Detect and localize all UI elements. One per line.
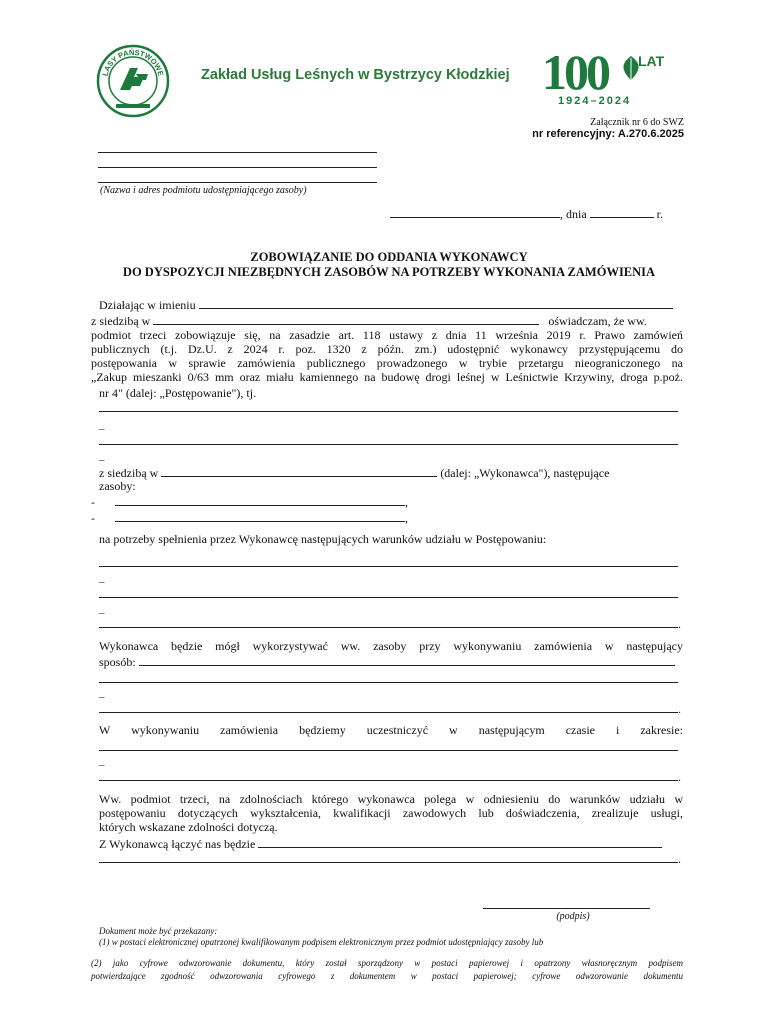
- sender-line-1: [98, 152, 377, 153]
- bullet: -: [91, 511, 95, 525]
- lasy-panstwowe-logo: [96, 44, 170, 118]
- relation-blank-2[interactable]: [99, 862, 678, 863]
- resource-item-1: [91, 494, 408, 509]
- resource-blank-2[interactable]: [115, 510, 405, 522]
- resources-label: zasoby:: [99, 479, 136, 493]
- contractor-seat-suffix: (dalej: „Wykonawca"), następujące: [440, 466, 610, 480]
- resource-item-2: [91, 510, 408, 525]
- contractor-seat-line: [99, 465, 609, 480]
- anniversary-logo: [540, 44, 670, 110]
- relation-blank-1[interactable]: [258, 836, 662, 848]
- usage-line-2: [99, 654, 675, 669]
- footer-note-option-2-cont: potwierdzające zgodność odwzorowania cyfrowego z dokumentem w postaci papierowej; cyfrowe odwzorowanie dokumentu: [91, 971, 683, 981]
- dash: –: [99, 691, 105, 703]
- dash: –: [99, 607, 105, 619]
- document-title: [90, 250, 688, 280]
- anniversary-lat: LAT: [638, 53, 665, 69]
- sender-line-3: [98, 182, 377, 183]
- attachment-label: Załącznik nr 6 do SWZ: [590, 117, 684, 128]
- contractor-seat-blank[interactable]: [161, 465, 437, 477]
- paragraph-line: podmiot trzeci zobowiązuje się, na zasadzie art. 118 ustawy z dnia 11 września 2019 r. Prawo zamówień: [91, 328, 683, 342]
- company-name: Zakład Usług Leśnych w Bystrzycy Kłodzkiej: [201, 67, 510, 83]
- acting-label: Działając w imieniu: [99, 298, 196, 312]
- seat-line: [91, 313, 683, 328]
- paragraph-end: nr 4" (dalej: „Postępowanie"), tj.: [99, 386, 257, 400]
- dash: –: [99, 454, 105, 466]
- date-blank[interactable]: [590, 206, 654, 218]
- resource-blank-1[interactable]: [115, 494, 405, 506]
- contractor-seat-prefix: z siedzibą w: [99, 466, 159, 480]
- date-separator: , dnia: [560, 207, 587, 221]
- seat-suffix: oświadczam, że ww.: [548, 314, 647, 328]
- relation-label: Z Wykonawcą łączyć nas będzie: [99, 837, 256, 851]
- paragraph-line: publicznych (t.j. Dz.U. z 2024 r. poz. 1320 z późn. zm.) udostępnić wykonawcy przystępującemu do: [91, 342, 683, 356]
- period: .: [678, 617, 681, 631]
- usage-blank-1[interactable]: [139, 654, 675, 666]
- usage-blank-3[interactable]: [99, 712, 678, 713]
- conditions-label: na potrzeby spełnienia przez Wykonawcę następujących warunków udziału w Postępowaniu:: [99, 532, 547, 546]
- dash: –: [99, 423, 105, 435]
- logo-emblem: [96, 44, 170, 118]
- seat-prefix: z siedzibą w: [91, 314, 151, 328]
- title-line-2: DO DYSPOZYCJI NIEZBĘDNYCH ZASOBÓW NA POTRZEBY WYKONANIA ZAMÓWIENIA: [122, 265, 656, 279]
- usage-blank-2[interactable]: [99, 682, 678, 683]
- anniversary-number: 100: [542, 44, 608, 100]
- anniversary-years: 1924–2024: [558, 95, 632, 107]
- footer-note-option-2: (2) jako cyfrowe odwzorowanie dokumentu, który został sporządzony w postaci papierowej i opatrzony własnoręcznym podpisem: [91, 958, 683, 968]
- comma: ,: [405, 495, 408, 509]
- dash: –: [99, 759, 105, 771]
- conditions-blank-3[interactable]: [99, 627, 678, 628]
- bullet: -: [91, 495, 95, 509]
- period-label: W wykonywaniu zamówienia będziemy uczestniczyć w następującym czasie i zakresie:: [99, 723, 683, 737]
- conditions-blank-1[interactable]: [99, 566, 678, 567]
- period: .: [678, 702, 681, 716]
- acting-blank[interactable]: [199, 297, 673, 309]
- period: .: [678, 770, 681, 784]
- footer-note-title: Dokument może być przekazany:: [99, 926, 218, 936]
- capacity-paragraph: [99, 792, 683, 834]
- contractor-blank-1[interactable]: [99, 411, 678, 412]
- acting-line: [99, 297, 679, 312]
- usage-line-1: Wykonawca będzie mógł wykorzystywać ww. zasoby przy wykonywaniu zamówienia w następujący: [99, 639, 683, 653]
- paragraph-line: postępowania w sprawie zamówienia publicznego prowadzonego w trybie przetargu nieograniczonego na: [91, 356, 683, 370]
- capacity-line: Ww. podmiot trzeci, na zdolnościach którego wykonawca polega w odniesieniu do warunków udziału w: [99, 792, 683, 806]
- paragraph-line: „Zakup mieszanki 0/63 mm oraz miału kamiennego na budowę drogi leśnej w Leśnictwie Krzywiny, droga p.poż.: [91, 370, 683, 384]
- sender-line-2: [98, 167, 377, 168]
- place-blank[interactable]: [390, 206, 560, 218]
- signature-blank[interactable]: [483, 908, 650, 909]
- comma: ,: [405, 511, 408, 525]
- signature-label: (podpis): [556, 911, 590, 922]
- logo-ring-text: LASY PAŃSTWOWE: [100, 47, 166, 77]
- sender-caption: (Nazwa i adres podmiotu udostępniającego zasoby): [100, 185, 307, 196]
- dash: –: [99, 576, 105, 588]
- relation-line: [99, 836, 662, 851]
- capacity-line: postępowaniu dotyczących wykształcenia, kwalifikacji zawodowych lub doświadczenia, zrealizuje usługi,: [99, 806, 683, 820]
- reference-number: nr referencyjny: A.270.6.2025: [532, 128, 684, 140]
- period-blank-1[interactable]: [99, 750, 678, 751]
- period: .: [678, 852, 681, 866]
- conditions-blank-2[interactable]: [99, 597, 678, 598]
- usage-label: sposób:: [99, 655, 136, 669]
- capacity-line: których wskazane zdolności dotyczą.: [99, 820, 278, 834]
- seat-blank[interactable]: [153, 313, 539, 325]
- title-line-1: ZOBOWIĄZANIE DO ODDANIA WYKONAWCY: [250, 250, 528, 264]
- footer-note-option-1: (1) w postaci elektronicznej opatrzonej kwalifikowanym podpisem elektronicznym przez podmiot udostępniający zasoby lub: [99, 937, 544, 947]
- date-year-suffix: r.: [656, 207, 664, 221]
- contractor-blank-2[interactable]: [99, 444, 678, 445]
- period-blank-2[interactable]: [99, 780, 678, 781]
- commitment-paragraph: [91, 328, 683, 384]
- date-line: [390, 206, 663, 221]
